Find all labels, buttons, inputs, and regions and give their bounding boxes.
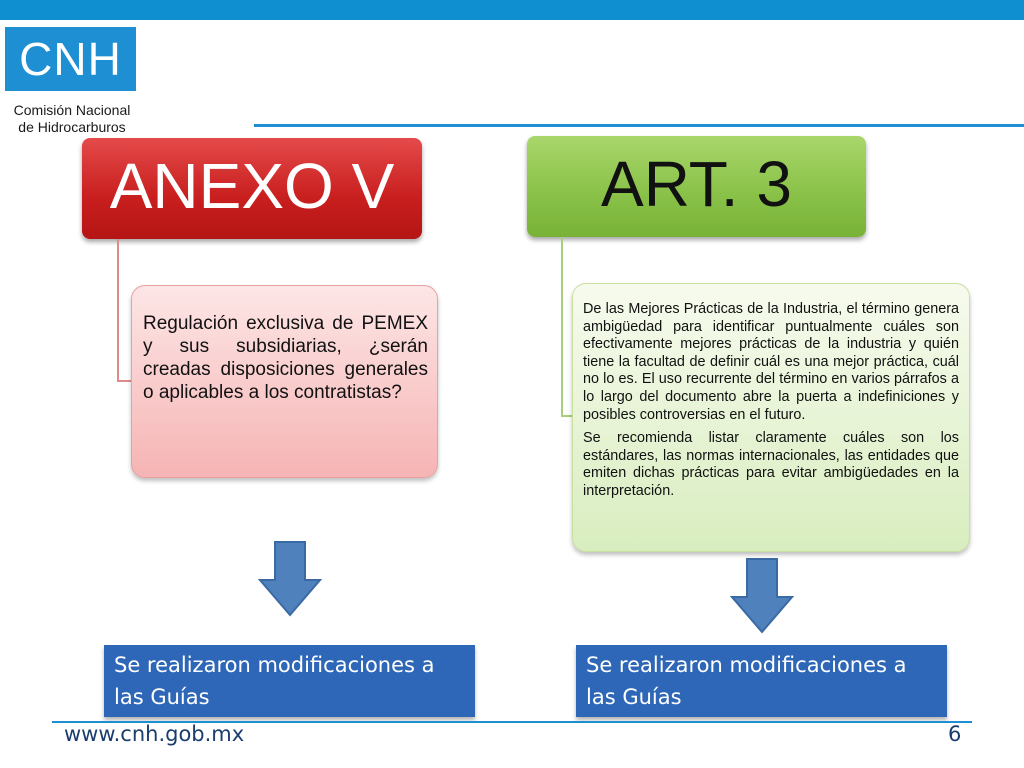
header-divider: [254, 124, 1024, 127]
down-arrow-icon: [258, 540, 322, 618]
cnh-logo: [5, 27, 136, 91]
footer-website: www.cnh.gob.mx: [64, 722, 245, 746]
down-arrow-icon: [730, 557, 794, 635]
page-number: 6: [948, 722, 962, 746]
art-3-connector-vertical: [561, 237, 563, 416]
anexo-v-title-box: [82, 138, 422, 239]
art-3-result-text: Se realizaron modificaciones a las Guías: [586, 653, 907, 709]
anexo-v-connector-vertical: [117, 239, 119, 381]
anexo-v-detail-box: [131, 285, 438, 478]
art-3-detail-paragraph-2: Se recomienda listar claramente cuáles son los estándares, las normas internacionales, las entidades que emiten dichas prácticas para evitar ambigüedades en la interpretación.: [583, 430, 959, 499]
top-accent-bar: [0, 0, 1024, 20]
art-3-title-box: [527, 136, 866, 237]
anexo-v-connector-horizontal: [117, 380, 132, 382]
organization-name-line2: de Hidrocarburos: [18, 119, 126, 135]
logo-text: CNH: [19, 33, 122, 85]
art-3-detail-paragraph-1: De las Mejores Prácticas de la Industria, el término genera ambigüedad para identificar puntualmente cuáles son efectivamente mejores prácticas de la industria y quién tiene la facultad de definir cuál es una mejor práctica, cuál no lo es. El uso recurrente del término en varios párrafos a lo largo del documento abre la puerta a indefiniciones y posibles controversias en el futuro.: [583, 301, 959, 423]
art-3-detail-box: [572, 283, 970, 552]
art-3-result-box: [576, 645, 947, 717]
anexo-v-title: ANEXO V: [109, 149, 395, 222]
anexo-v-result-box: [104, 645, 475, 717]
anexo-v-detail-text: Regulación exclusiva de PEMEX y sus subsidiarias, ¿serán creadas disposiciones generales o aplicables a los contratistas?: [143, 313, 428, 403]
art-3-title: ART. 3: [601, 147, 792, 220]
anexo-v-result-text: Se realizaron modificaciones a las Guías: [114, 653, 435, 709]
organization-name-line1: Comisión Nacional: [13, 102, 131, 118]
organization-name: [6, 102, 138, 136]
